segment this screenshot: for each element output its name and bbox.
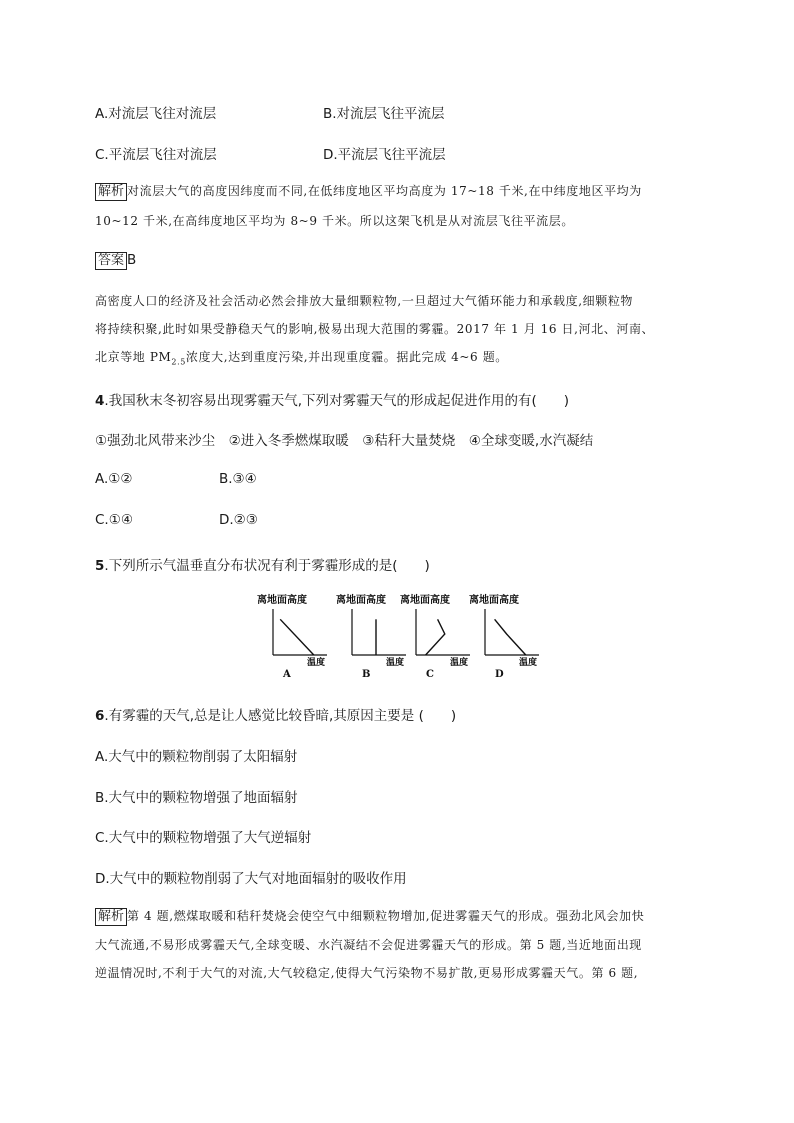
q3-analysis-line-2: 10~12 千米,在高纬度地区平均为 8~9 千米。所以这架飞机是从对流层飞往平流层。 <box>95 214 574 228</box>
q3-option-c: C.平流层飞往对流层 <box>95 147 217 163</box>
chart-b-panel-label: B <box>362 669 371 680</box>
q46-analysis-line-3: 逆温情况时,不利于大气的对流,大气较稳定,使得大气污染物不易扩散,更易形成雾霾天气。第 6 题, <box>95 966 639 980</box>
q4-option-d: D.②③ <box>219 512 258 528</box>
q5-stem-text: .下列所示气温垂直分布状况有利于雾霾形成的是( ) <box>104 558 430 574</box>
chart-d-panel-label: D <box>495 669 504 680</box>
passage-pm-suffix: 浓度大,达到重度污染,并出现重度霾。据此完成 4~6 题。 <box>185 350 508 364</box>
chart-a-temperature-curve <box>280 619 314 655</box>
q6-option-b: B.大气中的颗粒物增强了地面辐射 <box>95 790 298 806</box>
chart-d-xlabel: 温度 <box>519 658 538 668</box>
q4-stem <box>95 389 569 409</box>
q3-answer-value: B <box>127 252 137 268</box>
q6-stem-text: .有雾霾的天气,总是让人感觉比较昏暗,其原因主要是 ( ) <box>104 708 457 724</box>
chart-a-ylabel: 离地面高度 <box>257 595 307 606</box>
q4-number: 4 <box>95 393 105 409</box>
passage-line-3 <box>95 348 508 366</box>
chart-panel-d-svg <box>467 592 547 682</box>
analysis-tag: 解析 <box>95 183 127 201</box>
chart-panel-a-svg <box>255 592 335 682</box>
q3-answer-line <box>95 252 136 270</box>
chart-panel-a <box>255 592 335 686</box>
q3-analysis-line-1 <box>95 182 642 201</box>
q46-analysis-line-1 <box>95 907 644 926</box>
chart-c-xlabel: 温度 <box>450 658 469 668</box>
q4-stem-text: .我国秋末冬初容易出现雾霾天气,下列对雾霾天气的形成起促进作用的有( ) <box>104 393 570 409</box>
passage-pm-prefix: 北京等地 PM <box>95 350 172 364</box>
q6-option-d: D.大气中的颗粒物削弱了大气对地面辐射的吸收作用 <box>95 871 407 887</box>
chart-d-temperature-curve <box>495 619 526 655</box>
q5-number: 5 <box>95 558 105 574</box>
chart-c-panel-label: C <box>426 669 434 680</box>
q6-option-a: A.大气中的颗粒物削弱了太阳辐射 <box>95 749 298 765</box>
chart-c-ylabel: 离地面高度 <box>400 595 450 606</box>
q3-option-b: B.对流层飞往平流层 <box>323 106 445 122</box>
q46-analysis-text-1: 第 4 题,燃煤取暖和秸秆焚烧会使空气中细颗粒物增加,促进雾霾天气的形成。强劲北风会加快 <box>127 909 645 923</box>
q6-stem <box>95 704 456 724</box>
q4-option-b: B.③④ <box>219 471 257 487</box>
analysis-tag-2: 解析 <box>95 908 127 926</box>
answer-tag: 答案 <box>95 252 127 270</box>
passage-pm-subscript: 2.5 <box>171 357 186 367</box>
chart-panel-c <box>398 592 478 686</box>
chart-panel-c-svg <box>398 592 478 682</box>
chart-b-ylabel: 离地面高度 <box>336 595 386 606</box>
q4-option-a: A.①② <box>95 471 133 487</box>
passage-line-1: 高密度人口的经济及社会活动必然会排放大量细颗粒物,一旦超过大气循环能力和承载度,细颗粒物 <box>95 294 634 308</box>
q6-number: 6 <box>95 708 105 724</box>
q46-analysis-line-2: 大气流通,不易形成雾霾天气,全球变暖、水汽凝结不会促进雾霾天气的形成。第 5 题,当近地面出现 <box>95 938 642 952</box>
chart-a-panel-label: A <box>283 669 291 680</box>
q6-option-c: C.大气中的颗粒物增强了大气逆辐射 <box>95 830 312 846</box>
q4-option-c: C.①④ <box>95 512 133 528</box>
q3-option-d: D.平流层飞往平流层 <box>323 147 446 163</box>
q3-analysis-text-1: 对流层大气的高度因纬度而不同,在低纬度地区平均高度为 17~18 千米,在中纬度地区平均为 <box>127 184 642 198</box>
passage-line-2: 将持续积聚,此时如果受静稳天气的影响,极易出现大范围的雾霾。2017 年 1 月 16 日,河北、河南、 <box>95 322 655 336</box>
chart-panel-d <box>467 592 547 686</box>
q3-option-a: A.对流层飞往对流层 <box>95 106 217 122</box>
q5-stem <box>95 554 430 574</box>
q4-items: ①强劲北风带来沙尘 ②进入冬季燃煤取暖 ③秸秆大量焚烧 ④全球变暖,水汽凝结 <box>95 433 594 449</box>
chart-b-xlabel: 温度 <box>386 658 405 668</box>
chart-d-ylabel: 离地面高度 <box>469 595 519 606</box>
chart-c-temperature-curve <box>426 619 445 655</box>
chart-a-xlabel: 温度 <box>307 658 326 668</box>
